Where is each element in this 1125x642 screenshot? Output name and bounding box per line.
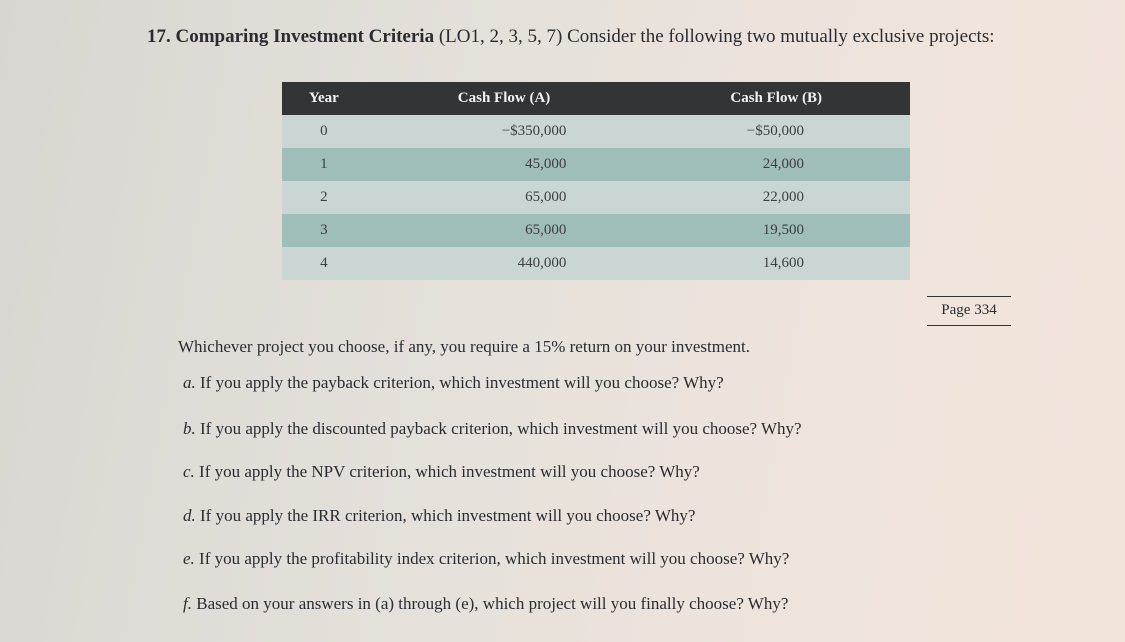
header-cash-flow-a: Cash Flow (A) [366,82,643,115]
question-letter: d. [183,506,196,525]
question-letter: c. [183,462,195,481]
header-year: Year [282,82,366,115]
question-letter: e. [183,549,195,568]
question-c [183,462,700,482]
header-cash-flow-b: Cash Flow (B) [642,82,910,115]
question-e [183,549,789,569]
question-text: If you apply the discounted payback criterion, which investment will you choose? Why? [200,419,802,438]
question-letter: b. [183,419,196,438]
problem-heading [147,26,995,48]
cell-year: 3 [282,214,366,247]
table-row [282,181,910,214]
table-row [282,247,910,280]
question-text: If you apply the NPV criterion, which investment will you choose? Why? [199,462,700,481]
table-row [282,214,910,247]
cell-cash-flow-a: 65,000 [366,181,643,214]
cell-cash-flow-a: −$350,000 [366,115,643,148]
cell-cash-flow-b: 14,600 [642,247,910,280]
question-f [183,594,788,614]
cash-flow-table [282,82,910,280]
cell-year: 0 [282,115,366,148]
cell-cash-flow-a: 440,000 [366,247,643,280]
question-a [183,373,724,393]
cell-year: 4 [282,247,366,280]
required-return-statement: Whichever project you choose, if any, you require a 15% return on your investment. [178,337,750,356]
cell-cash-flow-a: 65,000 [366,214,643,247]
question-text: If you apply the profitability index criterion, which investment will you choose? Why? [199,549,790,568]
cell-cash-flow-b: 22,000 [642,181,910,214]
cell-cash-flow-b: 24,000 [642,148,910,181]
page-number-marker: Page 334 [927,296,1011,326]
cell-cash-flow-b: −$50,000 [642,115,910,148]
learning-objectives: (LO1, 2, 3, 5, 7) [438,26,563,47]
cell-cash-flow-a: 45,000 [366,148,643,181]
table-header-row [282,82,910,115]
question-text: Based on your answers in (a) through (e), which project will you finally choose? Why? [196,594,789,613]
problem-title: 17. Comparing Investment Criteria [147,26,435,47]
problem-prompt: Consider the following two mutually exclusive projects: [567,26,995,47]
question-b [183,419,802,439]
question-text: If you apply the IRR criterion, which investment will you choose? Why? [200,506,696,525]
question-letter: a. [183,373,196,392]
question-text: If you apply the payback criterion, which investment will you choose? Why? [200,373,724,392]
cell-cash-flow-b: 19,500 [642,214,910,247]
table-row [282,148,910,181]
cell-year: 2 [282,181,366,214]
question-letter: f. [183,594,192,613]
question-d [183,506,695,526]
cell-year: 1 [282,148,366,181]
table-row [282,115,910,148]
